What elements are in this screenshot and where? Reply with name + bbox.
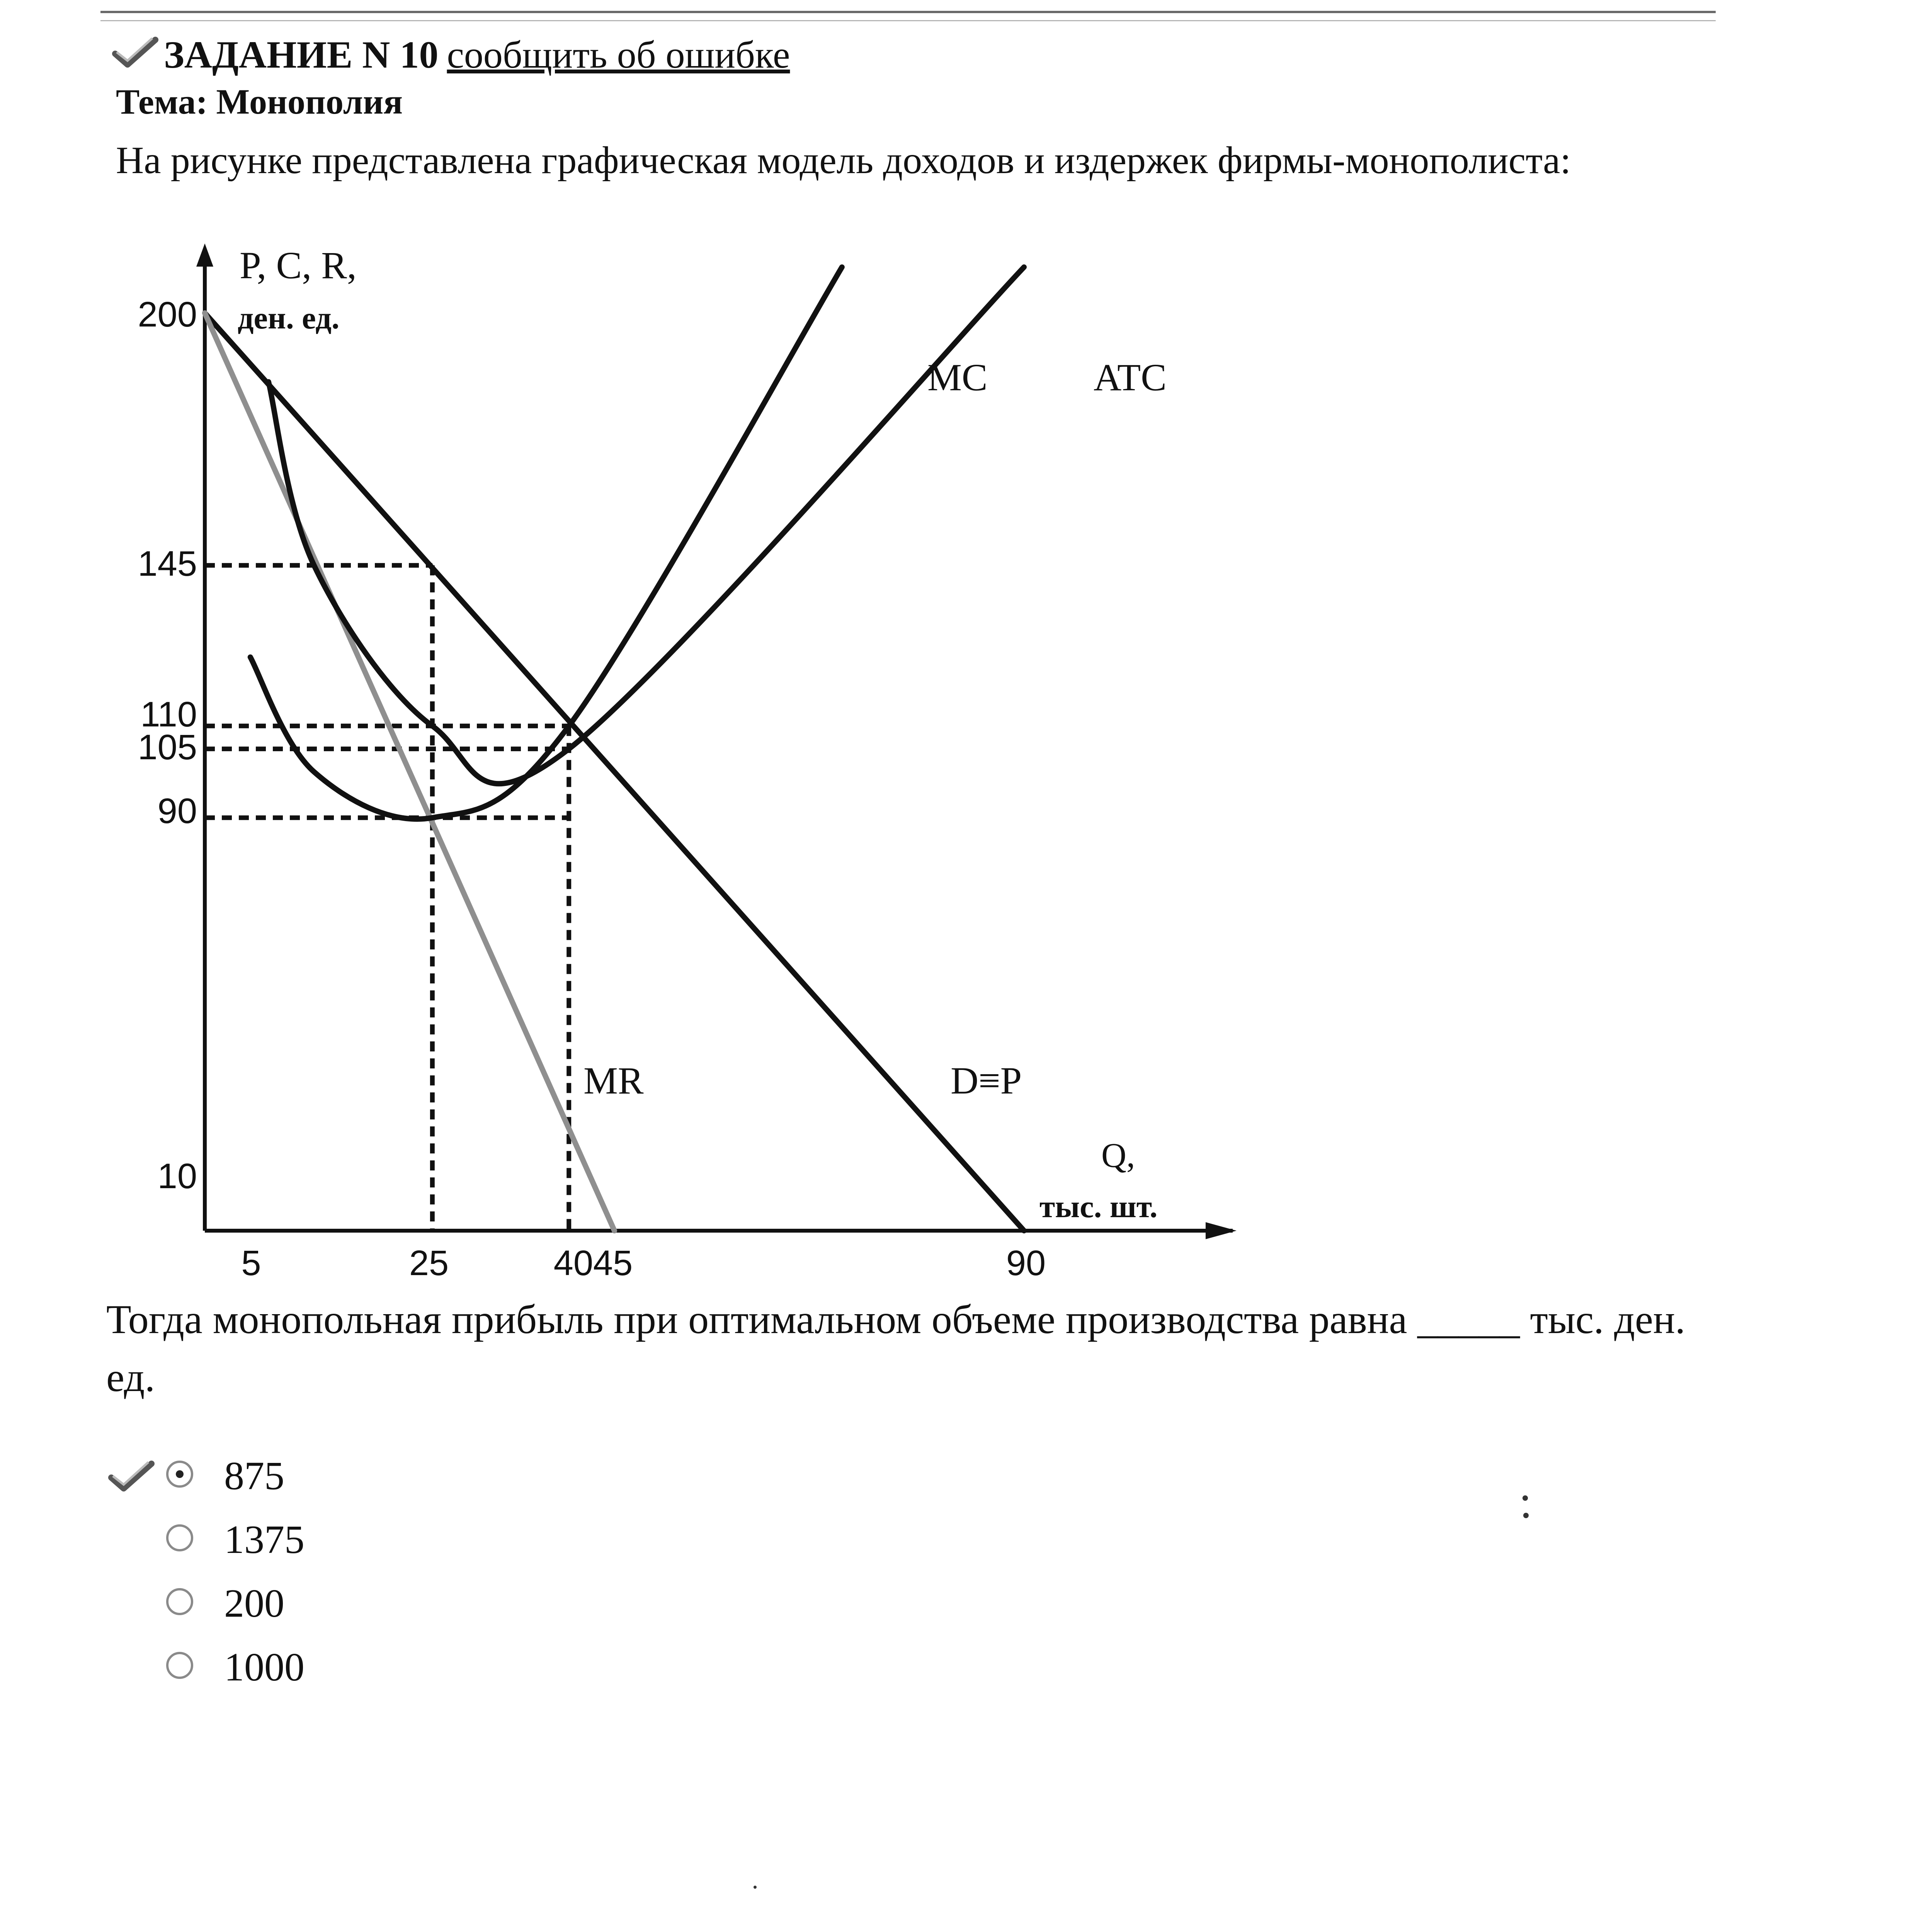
y-tick-label: 145 (138, 544, 197, 583)
scan-speck (1522, 1495, 1528, 1501)
answer-label: 1000 (224, 1645, 304, 1689)
series-label: D≡P (951, 1059, 1022, 1102)
y-tick-label: 10 (157, 1156, 197, 1196)
x-tick-label: 25 (409, 1243, 449, 1283)
report-error-link[interactable]: сообщить об ошибке (447, 33, 790, 76)
x-axis-unit: тыс. шт. (1039, 1189, 1158, 1224)
y-tick-label: 105 (138, 728, 197, 767)
scan-speck (754, 1886, 757, 1889)
radio-button[interactable] (166, 1524, 193, 1551)
task-intro: На рисунке представлена графическая модель доходов и издержек фирмы-монополиста: (116, 139, 1571, 182)
scan-speck (1523, 1513, 1529, 1518)
radio-button[interactable] (166, 1652, 193, 1679)
y-tick-label: 110 (140, 695, 197, 734)
x-axis-arrow (1206, 1222, 1237, 1239)
y-tick-label: 90 (157, 791, 197, 831)
y-axis-unit: ден. ед. (238, 300, 340, 335)
x-tick-label: 4045 (553, 1243, 633, 1283)
radio-button[interactable] (166, 1588, 193, 1615)
y-axis-title: P, C, R, (240, 244, 357, 287)
marginal-revenue-line (205, 313, 614, 1231)
topic-label: Тема: (116, 82, 208, 121)
answer-label: 875 (224, 1454, 284, 1498)
series-label: MR (583, 1059, 644, 1102)
marginal-cost-curve (250, 267, 842, 819)
x-tick-label: 90 (1006, 1243, 1046, 1283)
answer-label: 1375 (224, 1517, 304, 1562)
series-label: ATC (1094, 356, 1167, 399)
question-text: Тогда монопольная прибыль при оптимальном объеме производства равна _____ тыс. ден. ед. (106, 1297, 1686, 1400)
y-tick-label: 200 (138, 295, 197, 334)
y-axis-arrow (196, 243, 213, 267)
check-icon (108, 1459, 155, 1494)
x-axis-title: Q, (1101, 1136, 1135, 1175)
task-number: ЗАДАНИЕ N 10 (164, 33, 439, 76)
answer-label: 200 (224, 1581, 284, 1626)
topic-value: Монополия (216, 82, 403, 121)
radio-button[interactable] (166, 1461, 193, 1488)
x-tick-label: 5 (241, 1243, 261, 1283)
series-label: MC (927, 356, 988, 399)
